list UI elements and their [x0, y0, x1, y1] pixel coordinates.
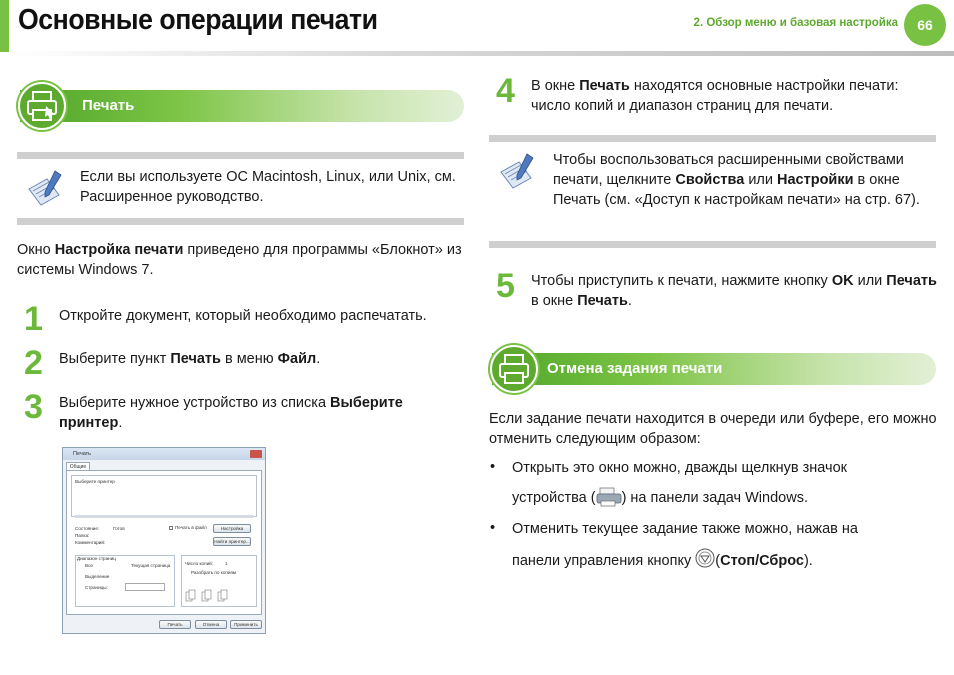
dialog-collate-icon	[185, 589, 233, 603]
cancel-intro: Если задание печати находится в очереди или буфере, его можно отменить следующим образом:	[489, 411, 937, 447]
dialog-all-radio: Все	[85, 563, 93, 568]
bullet-2-line-2: панели управления кнопку (Стоп/Сброс).	[512, 548, 942, 571]
dialog-close-icon	[250, 450, 262, 458]
step-number-1: 1	[24, 300, 43, 338]
note-pencil-icon	[497, 150, 541, 195]
note-text-os: Если вы используете ОС Macintosh, Linux, или Unix, см. Расширенное руководство.	[80, 169, 456, 205]
bullet-1-line-2	[512, 486, 942, 508]
note-2-mid: или	[744, 172, 778, 188]
dialog-settings-button: Настройка	[213, 524, 251, 533]
note-box-os	[17, 152, 464, 225]
step-3-post: .	[118, 415, 123, 431]
step-text-1: Откройте документ, который необходимо распечатать.	[59, 308, 427, 324]
bullet-marker-2: •	[490, 520, 496, 536]
dialog-select-printer-label: Выберите принтер	[75, 479, 115, 484]
step-5-bold-ok: OK	[831, 273, 854, 289]
note-2-bold-settings: Настройки	[777, 172, 854, 188]
dialog-title: Печать	[73, 451, 92, 457]
dialog-titlebar	[63, 448, 265, 460]
step-number-3: 3	[24, 388, 43, 426]
page-title: Основные операции печати	[18, 4, 378, 36]
dialog-comment-label: Комментарий:	[75, 540, 106, 545]
header-rule	[9, 51, 954, 56]
page-number-badge: 66	[904, 4, 946, 46]
dialog-status-value: Готов	[113, 526, 125, 531]
dialog-pages-input	[125, 583, 165, 591]
intro-text-pre: Окно	[17, 242, 55, 258]
step-2-bold-print: Печать	[170, 351, 221, 367]
dialog-printer-list-scrollbar	[75, 515, 253, 518]
dialog-current-page-radio: Текущая страница	[131, 563, 171, 568]
dialog-pages-radio: Страницы:	[85, 585, 108, 590]
step-5-bold-print-window: Печать	[577, 293, 628, 309]
dialog-print-to-file-checkbox	[169, 526, 173, 530]
step-5-bold-print: Печать	[886, 273, 937, 289]
step-text-3	[59, 393, 464, 433]
note-2-post: в окне Печать (см. «Доступ к настройкам печати» на стр. 67).	[553, 172, 920, 208]
bullet-2-line-1: Отменить текущее задание также можно, нажав на	[512, 521, 858, 537]
print-dialog-screenshot	[62, 447, 266, 634]
step-text-4	[531, 76, 941, 116]
bullet-1-line-1: Открыть это окно можно, дважды щелкнув значок	[512, 460, 848, 476]
bullet-2-pre: панели управления кнопку	[512, 553, 696, 569]
step-number-2: 2	[24, 344, 43, 382]
dialog-apply-button: Применить	[230, 620, 262, 629]
header-accent-bar	[0, 0, 9, 52]
tray-printer-icon	[596, 486, 622, 508]
dialog-cancel-button: Отмена	[195, 620, 227, 629]
step-2-mid: в меню	[220, 351, 278, 367]
dialog-selection-radio: Выделение	[85, 574, 110, 579]
step-5-mid: или	[853, 273, 887, 289]
stop-reset-icon	[695, 548, 715, 568]
step-4-post: находятся основные настройки печати: число копий и диапазон страниц для печати.	[531, 78, 899, 114]
bullet-2-bold: Стоп/Сброс	[720, 553, 804, 569]
dialog-panel	[66, 470, 262, 615]
bullet-1-post: ) на панели задач Windows.	[621, 490, 808, 506]
note-box-properties	[489, 135, 936, 248]
step-text-5	[531, 271, 941, 311]
dialog-page-range-label: Диапазон страниц	[77, 556, 116, 561]
step-5-pre: Чтобы приступить к печати, нажмите кнопку	[531, 273, 832, 289]
step-2-pre: Выберите пункт	[59, 351, 171, 367]
section-title-cancel: Отмена задания печати	[547, 360, 723, 377]
printer-icon	[490, 345, 538, 393]
intro-text-bold: Настройка печати	[54, 242, 184, 258]
printer-icon	[18, 82, 66, 130]
dialog-status-label: Состояние:	[75, 526, 100, 531]
dialog-find-printer-button: Найти принтер...	[214, 539, 250, 544]
note-2-bold-properties: Свойства	[675, 172, 745, 188]
dialog-collate-label: Разобрать по копиям	[191, 570, 237, 575]
bullet-marker-1: •	[490, 459, 496, 475]
intro-paragraph	[17, 240, 464, 280]
section-header-print	[20, 90, 464, 122]
step-3-pre: Выберите нужное устройство из списка	[59, 395, 331, 411]
step-4-pre: В окне	[531, 78, 580, 94]
note-pencil-icon	[25, 167, 69, 212]
step-number-4: 4	[496, 72, 515, 110]
intro-text-post: приведено для программы «Блокнот» из системы Windows 7.	[17, 242, 462, 278]
bullet-2-post: ).	[803, 553, 813, 569]
step-text-2	[59, 349, 469, 369]
dialog-print-button: Печать	[159, 620, 191, 629]
chapter-label: 2. Обзор меню и базовая настройка	[693, 17, 898, 29]
step-number-5: 5	[496, 267, 515, 305]
section-title-print: Печать	[82, 97, 135, 114]
note-2-pre: Чтобы воспользоваться расширенными свойствами печати, щелкните	[553, 152, 904, 188]
step-5-mid2: в окне	[531, 293, 578, 309]
dialog-copies-label: Число копий:	[185, 561, 214, 566]
step-3-bold: Выберите принтер	[59, 395, 403, 431]
bullet-1-pre: устройства (	[512, 490, 596, 506]
step-2-post: .	[316, 351, 321, 367]
note-text-properties	[553, 150, 933, 210]
step-2-bold-file: Файл	[277, 351, 317, 367]
step-4-bold: Печать	[579, 78, 630, 94]
dialog-place-label: Папка:	[75, 533, 90, 538]
dialog-copies-value: 1	[225, 561, 228, 566]
step-5-post: .	[627, 293, 632, 309]
dialog-tab-general: Общие	[66, 462, 90, 471]
dialog-print-to-file-label: Печать в файл	[175, 525, 207, 530]
section-header-cancel	[492, 353, 936, 385]
